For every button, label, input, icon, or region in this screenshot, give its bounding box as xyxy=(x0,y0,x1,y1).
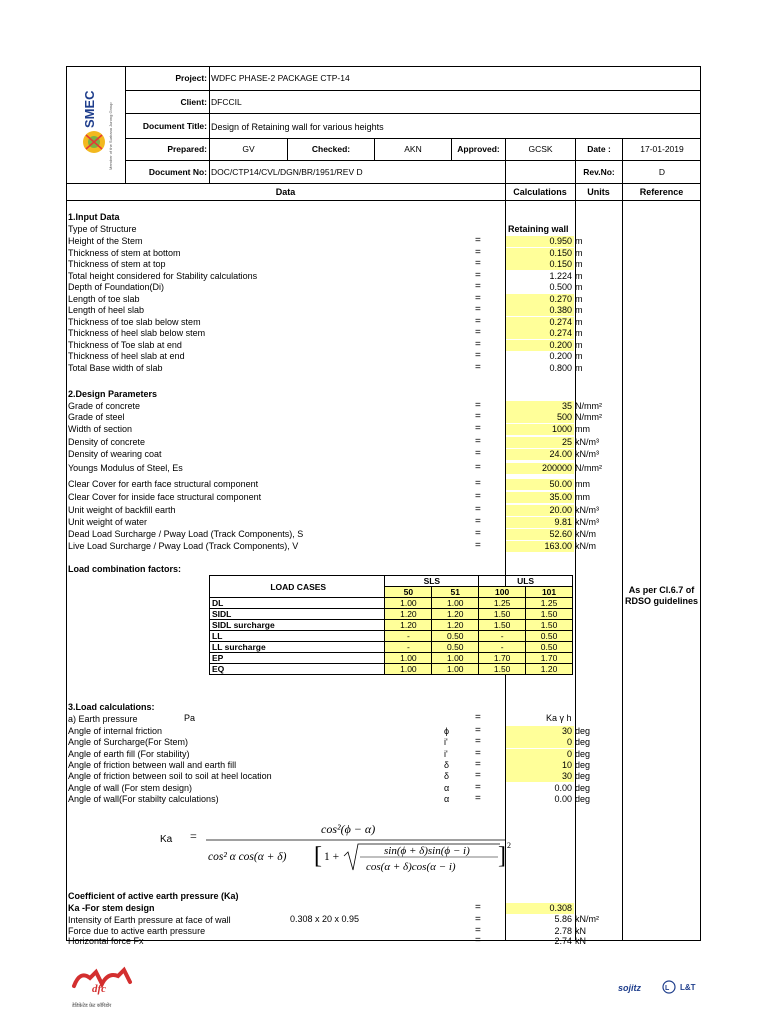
table-cell: 1.20 xyxy=(526,664,573,675)
svg-text:]: ] xyxy=(498,843,506,869)
row-value: 0.380 xyxy=(549,305,572,315)
force-unit: kN xyxy=(575,926,586,936)
load-combination-table xyxy=(209,575,573,675)
table-cell: 1.70 xyxy=(526,653,573,664)
row-symbol: δ xyxy=(444,759,450,770)
svg-text:sin(ϕ + δ)sin(ϕ − i): sin(ϕ + δ)sin(ϕ − i) xyxy=(384,845,470,857)
row-value: 0 xyxy=(566,748,572,759)
row-value: 200000 xyxy=(541,463,572,473)
equals-sign: = xyxy=(475,281,481,292)
row-label: Length of heel slab xyxy=(68,305,145,315)
row-symbol: α xyxy=(444,782,450,793)
table-cell: 1.00 xyxy=(385,653,432,664)
row-unit: kN/m³ xyxy=(575,437,599,447)
equals-sign: = xyxy=(475,925,481,936)
design-heading: 2.Design Parameters xyxy=(68,389,158,399)
intensity-value: 5.86 xyxy=(554,914,572,924)
row-label: Angle of Surcharge(For Stem) xyxy=(68,737,189,748)
equals-sign: = xyxy=(475,504,481,515)
row-label: Density of wearing coat xyxy=(68,449,162,459)
row-value: 24.00 xyxy=(549,449,572,459)
row-symbol: δ xyxy=(444,771,450,782)
svg-text:cos²(ϕ − α): cos²(ϕ − α) xyxy=(321,822,376,836)
table-cell: 1.50 xyxy=(479,664,526,675)
equals-sign: = xyxy=(475,436,481,447)
row-label: Unit weight of water xyxy=(68,517,148,527)
row-unit: mm xyxy=(575,492,590,502)
equals-sign: = xyxy=(475,327,481,338)
case-100: 100 xyxy=(479,587,526,598)
case-51: 51 xyxy=(432,587,479,598)
equals-sign: = xyxy=(475,350,481,361)
row-unit: deg xyxy=(575,737,591,748)
table-row-label: LL xyxy=(210,631,385,642)
equals-sign: = xyxy=(475,516,481,527)
equals-sign: = xyxy=(475,725,481,736)
project-value: WDFC PHASE-2 PACKAGE CTP-14 xyxy=(211,73,350,83)
force-label: Force due to active earth pressure xyxy=(68,926,206,936)
row-label: Grade of steel xyxy=(68,412,125,422)
table-cell: 1.00 xyxy=(385,598,432,609)
row-unit: kN/m³ xyxy=(575,505,599,515)
equals-sign: = xyxy=(475,478,481,489)
table-row xyxy=(210,609,573,620)
logo-subtext: Member of the Surbana Jurong Group xyxy=(108,102,113,170)
row-value: 50.00 xyxy=(549,479,572,489)
row-label: Thickness of heel slab at end xyxy=(68,351,185,361)
row-unit: deg xyxy=(575,759,591,770)
row-symbol: ϕ xyxy=(444,726,450,736)
lt-logo: L&T xyxy=(680,983,696,992)
case-50: 50 xyxy=(385,587,432,598)
row-label: Thickness of heel slab below stem xyxy=(68,328,206,338)
divider xyxy=(125,160,701,161)
row-label: Youngs Modulus of Steel, Es xyxy=(68,463,183,473)
row-unit: N/mm² xyxy=(575,412,602,422)
equals-sign: = xyxy=(475,935,481,946)
row-label: Thickness of stem at bottom xyxy=(68,247,181,258)
equals-sign: = xyxy=(475,540,481,551)
intensity-unit: kN/m² xyxy=(575,914,599,924)
client-label: Client: xyxy=(180,97,207,107)
client-value: DFCCIL xyxy=(211,97,242,107)
equals-sign: = xyxy=(475,792,481,804)
row-unit: N/mm² xyxy=(575,463,602,473)
row-value: 52.60 xyxy=(549,529,572,539)
row-symbol: i' xyxy=(444,737,448,748)
row-unit: deg xyxy=(575,782,591,793)
type-value: Retaining wall xyxy=(508,224,569,234)
table-cell: 1.25 xyxy=(479,598,526,609)
equals-sign: = xyxy=(475,914,481,925)
table-row xyxy=(210,598,573,609)
row-value: 0.150 xyxy=(549,247,572,258)
row-label: Dead Load Surcharge / Pway Load (Track Components), S xyxy=(68,529,304,539)
table-row xyxy=(210,664,573,675)
svg-text:2: 2 xyxy=(507,841,511,850)
sls-header: SLS xyxy=(385,576,479,587)
row-label: Angle of friction between wall and earth fill xyxy=(68,759,237,770)
row-unit: mm xyxy=(575,424,590,434)
row-label: Thickness of Toe slab at end xyxy=(68,339,182,350)
hforce-unit: kN xyxy=(575,936,586,946)
row-value: 0.00 xyxy=(554,782,572,793)
row-unit: kN/m³ xyxy=(575,517,599,527)
row-label: Total height considered for Stability calculations xyxy=(68,270,258,281)
equals-sign: = xyxy=(475,736,481,748)
table-row-label: SIDL xyxy=(210,609,385,620)
equals-sign: = xyxy=(475,315,481,327)
table-cell: 1.20 xyxy=(432,609,479,620)
col-data: Data xyxy=(275,187,296,197)
table-row xyxy=(210,620,573,631)
svg-text:cos² α cos(α + δ): cos² α cos(α + δ) xyxy=(208,851,287,863)
table-row-label: EP xyxy=(210,653,385,664)
revno-label: Rev.No: xyxy=(583,167,615,177)
date-value: 17-01-2019 xyxy=(640,144,684,154)
reference-note: As per Cl.6.7 of RDSO guidelines xyxy=(624,585,698,606)
row-value: 1.224 xyxy=(549,270,572,281)
checked-label: Checked: xyxy=(311,144,351,154)
row-value: 0.274 xyxy=(549,328,572,338)
row-unit: kN/m xyxy=(575,529,596,539)
row-label: Unit weight of backfill earth xyxy=(68,505,176,515)
project-label: Project: xyxy=(175,73,207,83)
equals-sign: = xyxy=(475,491,481,502)
row-value: 0.500 xyxy=(549,282,572,292)
row-unit: m xyxy=(575,247,583,258)
dfc-caption: डेडिकेटेड फ्रेट कॉरिडोर xyxy=(72,1003,112,1009)
row-unit: m xyxy=(575,236,583,246)
row-label: Depth of Foundation(Di) xyxy=(68,282,165,292)
row-label: Density of concrete xyxy=(68,437,146,447)
equals-sign: = xyxy=(475,712,481,723)
row-unit: m xyxy=(575,259,583,269)
svg-text:[: [ xyxy=(314,843,322,869)
coef-heading: Coefficient of active earth pressure (Ka) xyxy=(68,891,239,901)
row-unit: m xyxy=(575,351,583,361)
table-cell: 1.50 xyxy=(526,609,573,620)
col-calculations: Calculations xyxy=(513,187,567,197)
approved-value: GCSK xyxy=(528,144,553,154)
ka-formula xyxy=(186,818,516,878)
sojitz-logo: sojitz xyxy=(618,983,642,993)
row-value: 0.200 xyxy=(549,339,572,350)
row-label: Thickness of stem at top xyxy=(68,259,166,269)
intensity-label: Intensity of Earth pressure at face of wall xyxy=(68,915,231,925)
row-symbol: α xyxy=(444,793,450,804)
row-label: Live Load Surcharge / Pway Load (Track Components), V xyxy=(68,541,299,551)
checked-value: AKN xyxy=(404,144,422,154)
table-cell: 1.00 xyxy=(432,664,479,675)
row-value: 20.00 xyxy=(549,505,572,515)
divider xyxy=(66,183,701,184)
docno-value: DOC/CTP14/CVL/DGN/BR/1951/REV D xyxy=(211,167,363,177)
equals-sign: = xyxy=(475,292,481,304)
row-value: 0.270 xyxy=(549,293,572,304)
svg-text:1 +: 1 + xyxy=(324,851,340,863)
table-cell: 1.00 xyxy=(432,598,479,609)
row-value: 0.150 xyxy=(549,259,572,269)
equals-sign: = xyxy=(475,258,481,269)
row-label: Height of the Stem xyxy=(68,236,143,246)
row-value: 0.274 xyxy=(549,316,572,327)
type-label: Type of Structure xyxy=(68,224,137,234)
prepared-value: GV xyxy=(242,144,255,154)
equals-sign: = xyxy=(475,338,481,350)
equals-sign: = xyxy=(475,528,481,539)
divider xyxy=(125,113,701,114)
row-unit: m xyxy=(575,305,583,315)
table-cell: 1.25 xyxy=(526,598,573,609)
col-reference: Reference xyxy=(639,187,684,197)
row-unit: deg xyxy=(575,771,591,782)
row-label: Thickness of toe slab below stem xyxy=(68,316,201,327)
row-unit: m xyxy=(575,362,583,373)
svg-text:=: = xyxy=(190,829,197,843)
row-label: Width of section xyxy=(68,424,133,434)
case-101: 101 xyxy=(526,587,573,598)
divider xyxy=(66,200,701,201)
row-value: 25 xyxy=(561,437,572,447)
row-unit: kN/m xyxy=(575,541,596,551)
row-value: 0.200 xyxy=(549,351,572,361)
row-label: Length of toe slab xyxy=(68,293,140,304)
table-row-label: SIDL surcharge xyxy=(210,620,385,631)
row-value: 35.00 xyxy=(549,492,572,502)
equals-sign: = xyxy=(475,269,481,281)
equals-sign: = xyxy=(475,246,481,258)
row-value: 30 xyxy=(561,771,572,782)
row-label: Clear Cover for inside face structural component xyxy=(68,492,262,502)
table-cell: - xyxy=(385,642,432,653)
load-cases-header: LOAD CASES xyxy=(210,576,385,598)
table-cell: - xyxy=(385,631,432,642)
divider xyxy=(209,66,210,183)
table-cell: 1.50 xyxy=(479,620,526,631)
table-cell: - xyxy=(479,642,526,653)
row-unit: mm xyxy=(575,479,590,489)
row-value: 1000 xyxy=(551,424,572,434)
table-cell: 1.20 xyxy=(432,620,479,631)
row-label: Angle of earth fill (For stability) xyxy=(68,748,190,759)
ka-label: Ka xyxy=(160,834,173,845)
title-label: Document Title: xyxy=(142,121,207,131)
row-unit: deg xyxy=(575,748,591,759)
equals-sign: = xyxy=(475,448,481,459)
document-title: Design of Retaining wall for various heights xyxy=(211,122,384,132)
revno-value: D xyxy=(658,167,666,177)
table-cell: 0.50 xyxy=(432,631,479,642)
equals-sign: = xyxy=(475,361,481,373)
table-cell: 1.20 xyxy=(385,620,432,631)
table-row-label: LL surcharge xyxy=(210,642,385,653)
col-units: Units xyxy=(587,187,610,197)
table-cell: 1.50 xyxy=(526,620,573,631)
equals-sign: = xyxy=(475,400,481,411)
row-unit: m xyxy=(575,282,583,292)
page-frame xyxy=(66,66,701,941)
dfc-logo-text: dfc xyxy=(92,983,107,995)
dfc-logo xyxy=(70,966,140,996)
row-unit: m xyxy=(575,316,583,327)
row-unit: m xyxy=(575,328,583,338)
row-label: Angle of internal friction xyxy=(68,726,163,736)
lt-logo-icon xyxy=(662,980,676,994)
row-label: Clear Cover for earth face structural component xyxy=(68,479,259,489)
row-value: 0 xyxy=(566,737,572,748)
table-cell: 1.00 xyxy=(432,653,479,664)
equals-sign: = xyxy=(475,770,481,782)
logo-text: SMEC xyxy=(82,90,97,128)
uls-header: ULS xyxy=(479,576,573,587)
table-cell: 0.50 xyxy=(526,631,573,642)
table-row xyxy=(210,653,573,664)
equals-sign: = xyxy=(475,411,481,422)
divider xyxy=(622,138,623,941)
table-row-label: DL xyxy=(210,598,385,609)
table-cell: 0.50 xyxy=(432,642,479,653)
load-calc-heading: 3.Load calculations: xyxy=(68,702,155,712)
approved-label: Approved: xyxy=(457,144,500,154)
equals-sign: = xyxy=(475,758,481,770)
row-unit: deg xyxy=(575,726,591,736)
earth-pressure-symbol: Pa xyxy=(184,713,196,723)
row-value: 0.950 xyxy=(549,236,572,246)
equals-sign: = xyxy=(475,781,481,793)
prepared-label: Prepared: xyxy=(167,144,207,154)
ka-stem-value: 0.308 xyxy=(549,903,572,913)
svg-text:cos(α + δ)cos(α − i): cos(α + δ)cos(α − i) xyxy=(366,861,456,873)
row-value: 0.800 xyxy=(549,362,572,373)
row-unit: m xyxy=(575,270,583,281)
row-label: Angle of friction between soil to soil at heel location xyxy=(68,771,272,782)
divider xyxy=(125,90,701,91)
row-unit: N/mm² xyxy=(575,401,602,411)
equals-sign: = xyxy=(475,747,481,759)
row-value: 0.00 xyxy=(554,793,572,804)
earth-pressure-label: a) Earth pressure xyxy=(68,714,138,724)
equals-sign: = xyxy=(475,902,481,913)
earth-pressure-formula: Ka γ h xyxy=(546,713,572,723)
table-cell: 1.50 xyxy=(479,609,526,620)
row-value: 10 xyxy=(561,759,572,770)
row-unit: m xyxy=(575,339,583,350)
hforce-label: Horizontal force Fx xyxy=(68,936,144,946)
table-cell: 1.20 xyxy=(385,609,432,620)
table-row-label: EQ xyxy=(210,664,385,675)
row-value: 35 xyxy=(561,401,572,411)
row-unit: kN/m³ xyxy=(575,449,599,459)
row-value: 9.81 xyxy=(554,517,572,527)
table-row xyxy=(210,631,573,642)
row-value: 163.00 xyxy=(544,541,572,551)
input-heading: 1.Input Data xyxy=(68,212,120,222)
row-label: Angle of wall (For stem design) xyxy=(68,782,193,793)
table-cell: 0.50 xyxy=(526,642,573,653)
ka-stem-label: Ka -For stem design xyxy=(68,903,155,913)
row-label: Angle of wall(For stabilty calculations) xyxy=(68,793,219,804)
intensity-expression: 0.308 x 20 x 0.95 xyxy=(290,914,360,924)
date-label: Date : xyxy=(587,144,611,154)
table-cell: - xyxy=(479,631,526,642)
equals-sign: = xyxy=(475,304,481,315)
svg-text:L: L xyxy=(665,985,670,992)
row-unit: m xyxy=(575,293,583,304)
load-comb-heading: Load combination factors: xyxy=(68,564,182,574)
equals-sign: = xyxy=(475,235,481,246)
docno-label: Document No: xyxy=(148,167,207,177)
force-value: 2.78 xyxy=(554,926,572,936)
table-cell: 1.70 xyxy=(479,653,526,664)
hforce-value: 2.74 xyxy=(554,936,572,946)
row-symbol: i' xyxy=(444,748,448,759)
table-row xyxy=(210,642,573,653)
equals-sign: = xyxy=(475,423,481,434)
row-unit: deg xyxy=(575,793,591,804)
table-cell: 1.00 xyxy=(385,664,432,675)
row-value: 500 xyxy=(556,412,572,422)
equals-sign: = xyxy=(475,462,481,473)
row-label: Grade of concrete xyxy=(68,401,141,411)
divider xyxy=(125,138,701,139)
row-value: 30 xyxy=(561,726,572,736)
row-label: Total Base width of slab xyxy=(68,362,163,373)
